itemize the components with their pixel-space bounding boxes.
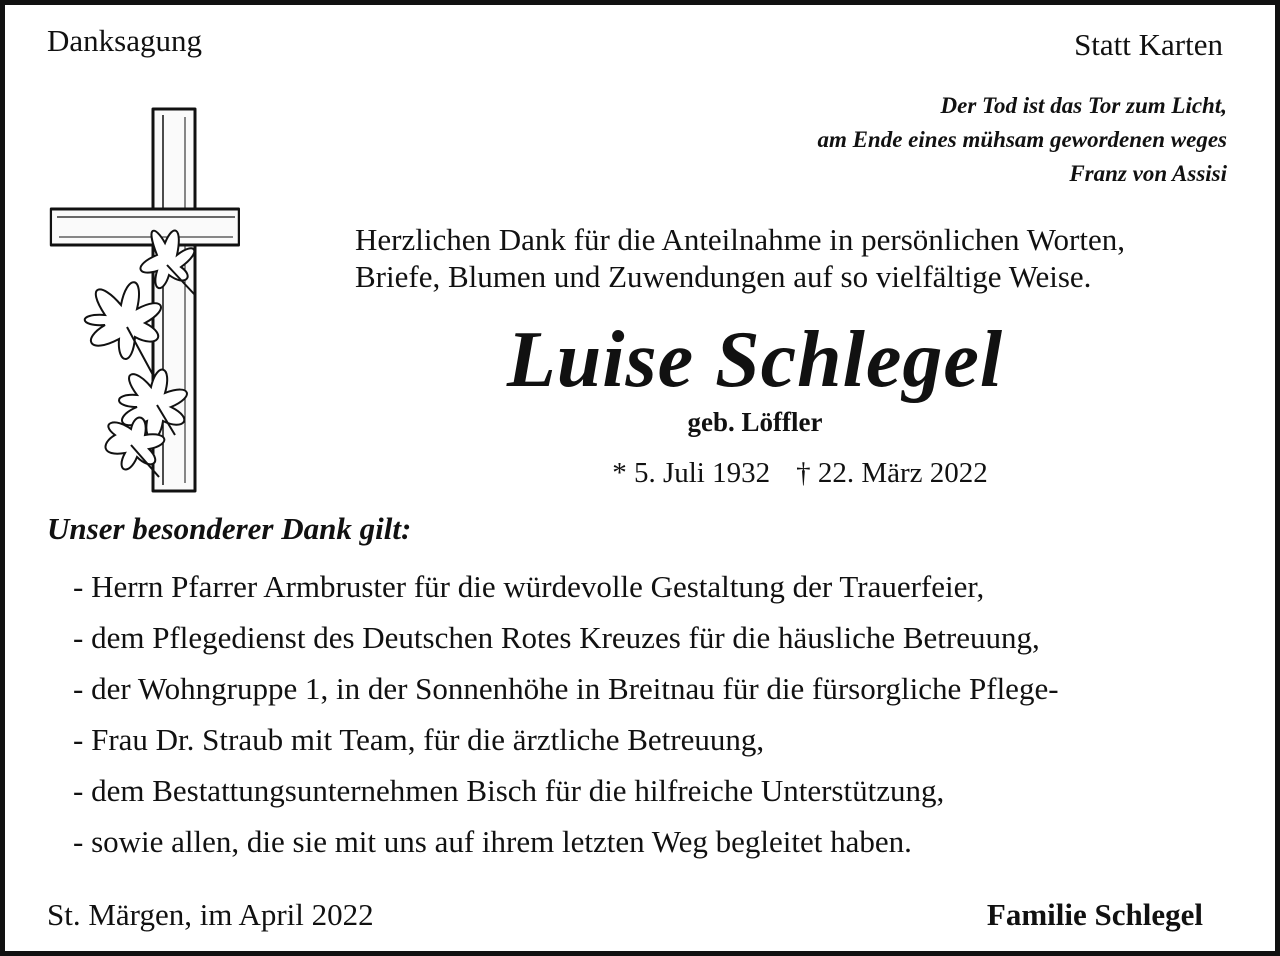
notice-type-label: Danksagung [47, 23, 202, 58]
special-thanks-list [73, 561, 1059, 867]
thanks-text [355, 221, 1125, 295]
list-item: - sowie allen, die sie mit uns auf ihrem letzten Weg begleitet haben. [73, 824, 912, 859]
special-thanks-heading: Unser besonderer Dank gilt: [47, 511, 412, 546]
quote-line: am Ende eines mühsam gewordenen weges [817, 127, 1227, 152]
life-dates [305, 457, 1280, 490]
quote-block [817, 89, 1227, 191]
list-item: - Herrn Pfarrer Armbruster für die würdevolle Gestaltung der Trauerfeier, [73, 569, 985, 604]
list-item: - dem Bestattungsunternehmen Bisch für die hilfreiche Unterstützung, [73, 773, 945, 808]
maiden-name: geb. Löffler [687, 407, 823, 437]
deceased-name: Luise Schlegel [506, 316, 1004, 404]
list-item: - der Wohngruppe 1, in der Sonnenhöhe in Breitnau für die fürsorgliche Pflege- [73, 671, 1059, 706]
quote-line: Der Tod ist das Tor zum Licht, [940, 93, 1227, 118]
statt-karten-label: Statt Karten [1074, 27, 1223, 62]
list-item: - Frau Dr. Straub mit Team, für die ärztliche Betreuung, [73, 722, 765, 757]
death-date: † 22. März 2022 [796, 457, 988, 489]
list-item: - dem Pflegedienst des Deutschen Rotes Kreuzes für die häusliche Betreuung, [73, 620, 1040, 655]
thanks-line: Briefe, Blumen und Zuwendungen auf so vielfältige Weise. [355, 259, 1092, 294]
place-and-date: St. Märgen, im April 2022 [47, 897, 374, 932]
cross-with-lilies-icon [45, 105, 245, 500]
quote-author: Franz von Assisi [1069, 161, 1227, 186]
birth-date: * 5. Juli 1932 [612, 457, 771, 489]
thanks-line: Herzlichen Dank für die Anteilnahme in persönlichen Worten, [355, 222, 1125, 257]
family-signature: Familie Schlegel [986, 897, 1203, 932]
